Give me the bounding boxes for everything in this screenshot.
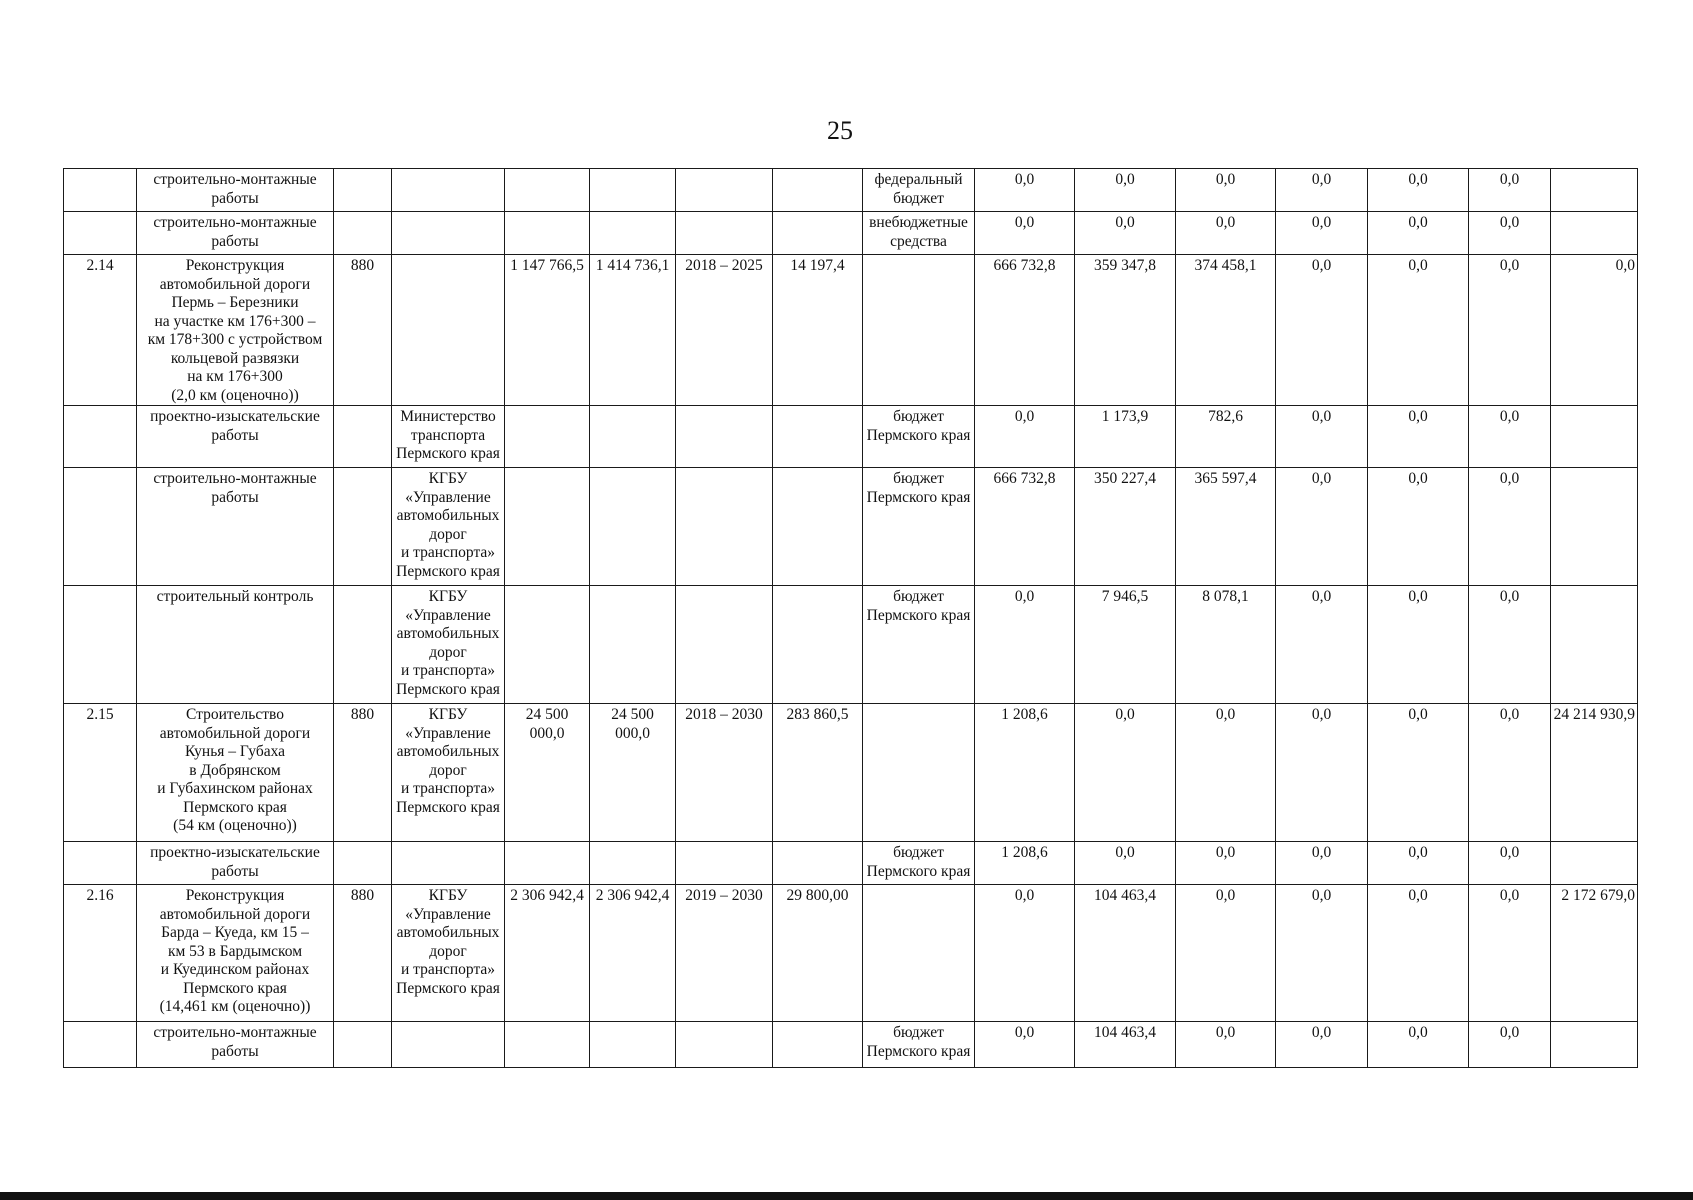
table-row-subitem [64, 406, 1638, 468]
cell-amount-5: 0,0 [1368, 468, 1469, 586]
cell-responsible [392, 212, 505, 255]
cell-amount-6: 0,0 [1469, 169, 1551, 212]
cell-estimated-cost: 24 500 000,0 [505, 704, 590, 842]
cell-amount-7: 0,0 [1551, 255, 1638, 406]
cell-funding-source: внебюджетные средства [863, 212, 975, 255]
cell-period [676, 406, 773, 468]
cell-amount-6: 0,0 [1469, 885, 1551, 1022]
cell-funding-source: бюджет Пермского края [863, 586, 975, 704]
cell-amount-1: 0,0 [975, 169, 1075, 212]
cell-code [334, 468, 392, 586]
cell-amount-6: 0,0 [1469, 842, 1551, 885]
cell-estimated-cost: 1 147 766,5 [505, 255, 590, 406]
cell-responsible: КГБУ «Управление автомобильных дорог и транспорта» Пермского края [392, 586, 505, 704]
cell-amount-4: 0,0 [1276, 212, 1368, 255]
cell-capacity [773, 1022, 863, 1068]
cell-code [334, 212, 392, 255]
cell-code [334, 842, 392, 885]
cell-code [334, 169, 392, 212]
cell-capacity [773, 169, 863, 212]
cell-subitem-name: проектно-изыскательские работы [137, 842, 334, 885]
cell-amount-7 [1551, 468, 1638, 586]
cell-amount-6: 0,0 [1469, 704, 1551, 842]
cell-responsible: КГБУ «Управление автомобильных дорог и транспорта» Пермского края [392, 468, 505, 586]
cell-amount-3: 8 078,1 [1176, 586, 1276, 704]
cell-amount-3: 0,0 [1176, 169, 1276, 212]
cell-amount-4: 0,0 [1276, 255, 1368, 406]
cell-number: 2.15 [64, 704, 137, 842]
cell-amount-6: 0,0 [1469, 586, 1551, 704]
cell-amount-4: 0,0 [1276, 468, 1368, 586]
cell-amount-7 [1551, 212, 1638, 255]
cell-code: 880 [334, 255, 392, 406]
cell-responsible [392, 842, 505, 885]
cell-capacity [773, 468, 863, 586]
cell-object-name: Реконструкция автомобильной дороги Барда – Куеда, км 15 – км 53 в Бардымском и Куединском районах Пермского края (14,461 км (оценочно)) [137, 885, 334, 1022]
cell-period: 2018 – 2030 [676, 704, 773, 842]
cell-amount-2: 0,0 [1075, 212, 1176, 255]
cell-amount-5: 0,0 [1368, 842, 1469, 885]
cell-capacity [773, 842, 863, 885]
cell-amount-1: 666 732,8 [975, 468, 1075, 586]
cell-amount-3: 782,6 [1176, 406, 1276, 468]
cell-remaining-cost [590, 842, 676, 885]
cell-amount-2: 104 463,4 [1075, 885, 1176, 1022]
cell-number: 2.14 [64, 255, 137, 406]
cell-responsible [392, 1022, 505, 1068]
cell-amount-5: 0,0 [1368, 406, 1469, 468]
cell-number [64, 1022, 137, 1068]
cell-amount-2: 350 227,4 [1075, 468, 1176, 586]
cell-remaining-cost: 24 500 000,0 [590, 704, 676, 842]
cell-remaining-cost [590, 1022, 676, 1068]
cell-subitem-name: строительно-монтажные работы [137, 468, 334, 586]
cell-amount-6: 0,0 [1469, 1022, 1551, 1068]
cell-capacity: 283 860,5 [773, 704, 863, 842]
cell-estimated-cost [505, 212, 590, 255]
cell-subitem-name: строительно-монтажные работы [137, 169, 334, 212]
cell-amount-7 [1551, 842, 1638, 885]
cell-amount-4: 0,0 [1276, 1022, 1368, 1068]
cell-period [676, 212, 773, 255]
cell-responsible [392, 255, 505, 406]
cell-remaining-cost: 1 414 736,1 [590, 255, 676, 406]
cell-code: 880 [334, 704, 392, 842]
cell-amount-4: 0,0 [1276, 169, 1368, 212]
cell-remaining-cost [590, 406, 676, 468]
cell-funding-source: бюджет Пермского края [863, 842, 975, 885]
cell-amount-7 [1551, 169, 1638, 212]
cell-amount-6: 0,0 [1469, 468, 1551, 586]
cell-amount-2: 0,0 [1075, 169, 1176, 212]
cell-amount-1: 0,0 [975, 212, 1075, 255]
cell-remaining-cost: 2 306 942,4 [590, 885, 676, 1022]
cell-amount-1: 1 208,6 [975, 704, 1075, 842]
cell-amount-3: 0,0 [1176, 842, 1276, 885]
cell-remaining-cost [590, 169, 676, 212]
cell-capacity [773, 406, 863, 468]
cell-amount-7 [1551, 586, 1638, 704]
cell-code [334, 586, 392, 704]
cell-remaining-cost [590, 586, 676, 704]
cell-subitem-name: строительный контроль [137, 586, 334, 704]
cell-number [64, 212, 137, 255]
program-table [63, 168, 1638, 1068]
cell-amount-5: 0,0 [1368, 1022, 1469, 1068]
page-number: 25 [827, 116, 853, 145]
cell-amount-6: 0,0 [1469, 255, 1551, 406]
cell-estimated-cost [505, 842, 590, 885]
cell-amount-4: 0,0 [1276, 586, 1368, 704]
cell-amount-2: 7 946,5 [1075, 586, 1176, 704]
table-row-subitem [64, 842, 1638, 885]
table-row-subitem [64, 586, 1638, 704]
cell-funding-source: бюджет Пермского края [863, 406, 975, 468]
cell-estimated-cost [505, 406, 590, 468]
cell-number: 2.16 [64, 885, 137, 1022]
table-row-subitem [64, 468, 1638, 586]
cell-funding-source [863, 255, 975, 406]
cell-number [64, 468, 137, 586]
cell-amount-7: 2 172 679,0 [1551, 885, 1638, 1022]
cell-responsible: КГБУ «Управление автомобильных дорог и транспорта» Пермского края [392, 885, 505, 1022]
cell-period [676, 586, 773, 704]
cell-amount-1: 666 732,8 [975, 255, 1075, 406]
cell-amount-1: 0,0 [975, 406, 1075, 468]
cell-amount-5: 0,0 [1368, 255, 1469, 406]
cell-period: 2019 – 2030 [676, 885, 773, 1022]
cell-number [64, 842, 137, 885]
cell-remaining-cost [590, 212, 676, 255]
cell-funding-source [863, 704, 975, 842]
cell-amount-5: 0,0 [1368, 885, 1469, 1022]
cell-capacity: 29 800,00 [773, 885, 863, 1022]
cell-amount-4: 0,0 [1276, 406, 1368, 468]
cell-responsible: Министерство транспорта Пермского края [392, 406, 505, 468]
table-row-subitem [64, 1022, 1638, 1068]
cell-amount-4: 0,0 [1276, 704, 1368, 842]
cell-number [64, 586, 137, 704]
cell-funding-source [863, 885, 975, 1022]
cell-amount-5: 0,0 [1368, 169, 1469, 212]
table-row-subitem [64, 169, 1638, 212]
cell-amount-3: 365 597,4 [1176, 468, 1276, 586]
table-row-object [64, 885, 1638, 1022]
cell-capacity [773, 586, 863, 704]
cell-object-name: Реконструкция автомобильной дороги Пермь – Березники на участке км 176+300 – км 178+300 с устройством кольцевой развязки на км 176+300 (2,0 км (оценочно)) [137, 255, 334, 406]
cell-amount-4: 0,0 [1276, 885, 1368, 1022]
cell-capacity: 14 197,4 [773, 255, 863, 406]
cell-amount-2: 0,0 [1075, 842, 1176, 885]
cell-amount-3: 374 458,1 [1176, 255, 1276, 406]
cell-amount-2: 0,0 [1075, 704, 1176, 842]
cell-amount-1: 0,0 [975, 885, 1075, 1022]
cell-period [676, 1022, 773, 1068]
cell-responsible: КГБУ «Управление автомобильных дорог и транспорта» Пермского края [392, 704, 505, 842]
table-row-subitem [64, 212, 1638, 255]
table-row-object [64, 255, 1638, 406]
cell-funding-source: федеральный бюджет [863, 169, 975, 212]
cell-subitem-name: проектно-изыскательские работы [137, 406, 334, 468]
cell-estimated-cost [505, 169, 590, 212]
cell-funding-source: бюджет Пермского края [863, 1022, 975, 1068]
cell-amount-5: 0,0 [1368, 212, 1469, 255]
cell-object-name: Строительство автомобильной дороги Кунья – Губаха в Добрянском и Губахинском районах Пермского края (54 км (оценочно)) [137, 704, 334, 842]
cell-amount-2: 104 463,4 [1075, 1022, 1176, 1068]
cell-capacity [773, 212, 863, 255]
cell-amount-6: 0,0 [1469, 406, 1551, 468]
cell-period [676, 842, 773, 885]
scan-bottom-edge [0, 1192, 1693, 1200]
cell-amount-3: 0,0 [1176, 212, 1276, 255]
cell-amount-5: 0,0 [1368, 704, 1469, 842]
cell-estimated-cost: 2 306 942,4 [505, 885, 590, 1022]
cell-subitem-name: строительно-монтажные работы [137, 212, 334, 255]
cell-amount-3: 0,0 [1176, 885, 1276, 1022]
cell-amount-3: 0,0 [1176, 704, 1276, 842]
cell-responsible [392, 169, 505, 212]
cell-amount-1: 0,0 [975, 1022, 1075, 1068]
cell-amount-4: 0,0 [1276, 842, 1368, 885]
cell-amount-7 [1551, 406, 1638, 468]
cell-amount-1: 0,0 [975, 586, 1075, 704]
cell-period: 2018 – 2025 [676, 255, 773, 406]
cell-code: 880 [334, 885, 392, 1022]
cell-amount-2: 359 347,8 [1075, 255, 1176, 406]
cell-amount-6: 0,0 [1469, 212, 1551, 255]
cell-estimated-cost [505, 468, 590, 586]
cell-estimated-cost [505, 586, 590, 704]
cell-amount-7: 24 214 930,9 [1551, 704, 1638, 842]
table-row-object [64, 704, 1638, 842]
cell-amount-3: 0,0 [1176, 1022, 1276, 1068]
cell-amount-1: 1 208,6 [975, 842, 1075, 885]
cell-code [334, 406, 392, 468]
cell-amount-2: 1 173,9 [1075, 406, 1176, 468]
cell-subitem-name: строительно-монтажные работы [137, 1022, 334, 1068]
cell-number [64, 406, 137, 468]
cell-remaining-cost [590, 468, 676, 586]
cell-amount-7 [1551, 1022, 1638, 1068]
cell-code [334, 1022, 392, 1068]
cell-estimated-cost [505, 1022, 590, 1068]
cell-number [64, 169, 137, 212]
cell-period [676, 468, 773, 586]
cell-amount-5: 0,0 [1368, 586, 1469, 704]
cell-funding-source: бюджет Пермского края [863, 468, 975, 586]
cell-period [676, 169, 773, 212]
